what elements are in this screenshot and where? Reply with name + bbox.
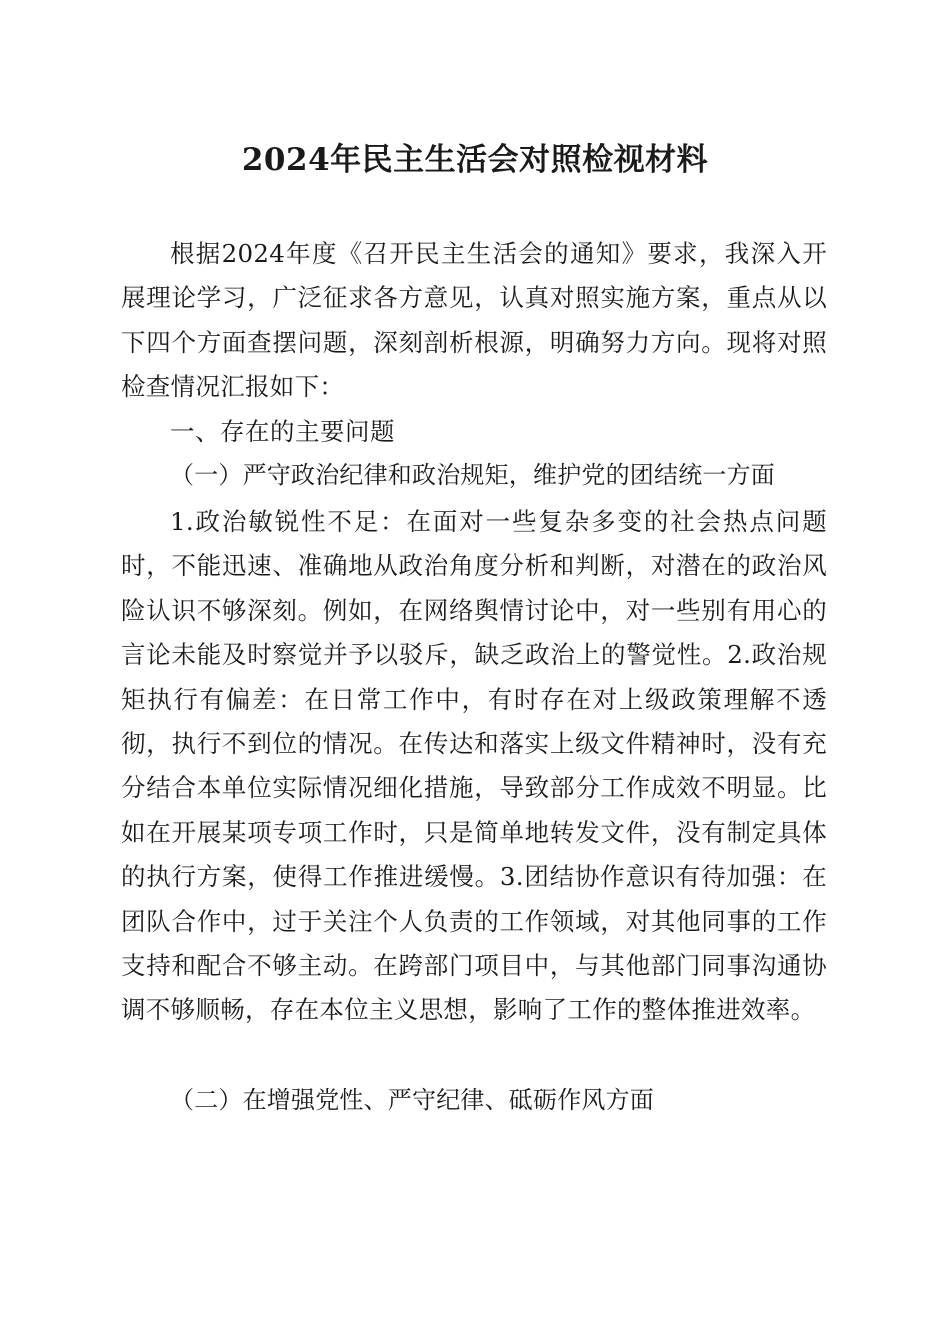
intro-paragraph: 根据2024年度《召开民主生活会的通知》要求，我深入开展理论学习，广泛征求各方意见，认真对照实施方案，重点从以下四个方面查摆问题，深刻剖析根源，明确努力方向。现将对照检查情况汇报如下： [121, 239, 827, 402]
problems-paragraph: 1.政治敏锐性不足：在面对一些复杂多变的社会热点问题时，不能迅速、准确地从政治角度分析和判断，对潜在的政治风险认识不够深刻。例如，在网络舆情讨论中，对一些别有用心的言论未能及时察觉并予以驳斥，缺乏政治上的警觉性。2.政治规矩执行有偏差：在日常工作中，有时存在对上级政策理解不透彻，执行不到位的情况。在传达和落实上级文件精神时，没有充分结合本单位实际情况细化措施，导致部分工作成效不明显。比如在开展某项专项工作时，只是简单地转发文件，没有制定具体的执行方案，使得工作推进缓慢。3.团结协作意识有待加强：在团队合作中，过于关注个人负责的工作领域，对其他同事的工作支持和配合不够主动。在跨部门项目中，与其他部门同事沟通协调不够顺畅，存在本位主义思想，影响了工作的整体推进效率。 [121, 507, 827, 1025]
subsection-heading-party-spirit: （二）在增强党性、严守纪律、砥砺作风方面 [170, 1086, 654, 1114]
subsection-heading-political-discipline: （一）严守政治纪律和政治规矩，维护党的团结统一方面 [170, 461, 775, 489]
section-heading-main-problems: 一、存在的主要问题 [170, 417, 395, 446]
document-title: 2024年民主生活会对照检视材料 [241, 142, 709, 178]
